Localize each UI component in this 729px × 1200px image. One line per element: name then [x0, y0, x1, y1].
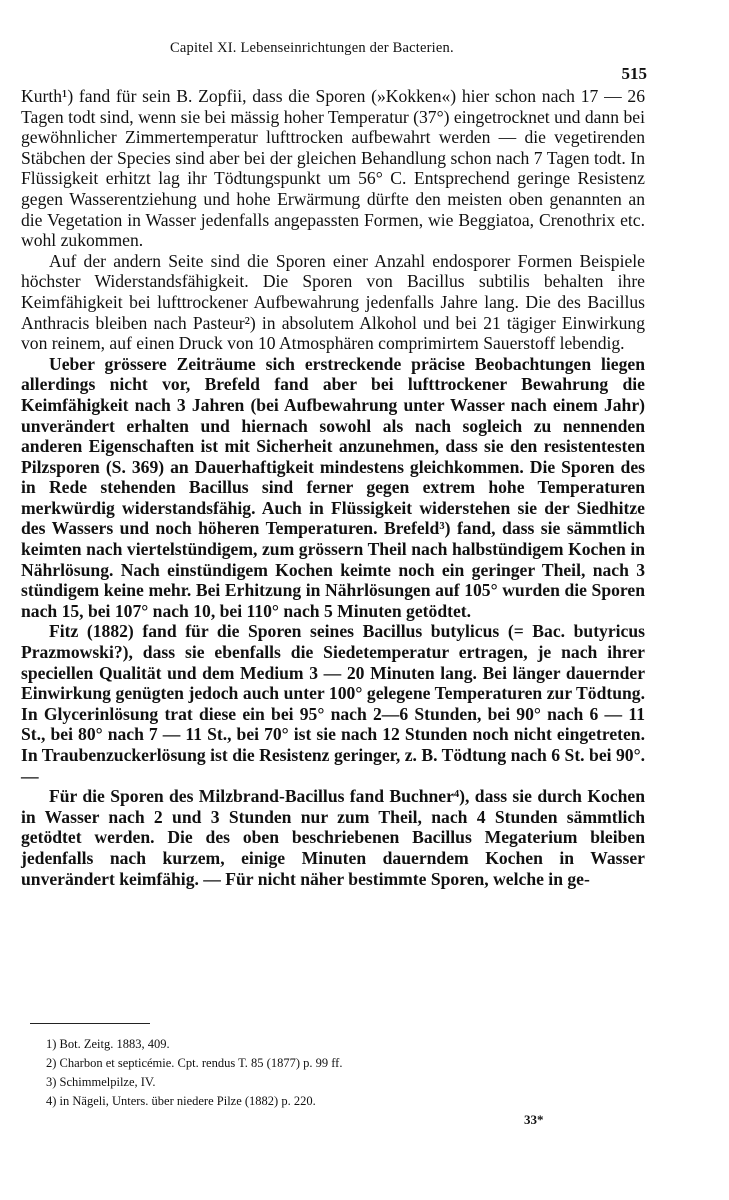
- paragraph-5: Für die Sporen des Milzbrand-Bacillus fand Buchner⁴), dass sie durch Kochen in Wasser nach 2 und 3 Stunden nur zum Theil, nach 4 Stunden sämmtlich getödtet werden. Die des oben beschriebenen Bacillus Megaterium bleiben jedenfalls nach kurzem, einige Minuten dauerndem Kochen in Wasser unverändert keimfähig. — Für nicht näher bestimmte Sporen, welche in ge-: [21, 786, 645, 889]
- body-text: [21, 86, 645, 889]
- footnote-3: 3) Schimmelpilze, IV.: [46, 1075, 156, 1089]
- paragraph-1: Kurth¹) fand für sein B. Zopfii, dass die Sporen (»Kokken«) hier schon nach 17 — 26 Tagen todt sind, wenn sie bei mässig hoher Temperatur (37°) eingetrocknet und dann bei gewöhnlicher Zimmertemperatur lufttrocken aufbewahrt werden — die vegetirenden Stäbchen der Species sind aber bei der gleichen Behandlung schon nach 7 Tagen todt. In Flüssigkeit erhitzt lag ihr Tödtungspunkt um 56° C. Entsprechend geringe Resistenz gegen Wasserentziehung und hohe Erwärmung dürfte den meisten oben genannten an die Vegetation in Wasser jedenfalls angepassten Formen, wie Beggiatoa, Crenothrix etc. wohl zukommen.: [21, 86, 645, 251]
- signature-mark: 33*: [524, 1112, 544, 1127]
- page-number: 515: [621, 64, 647, 83]
- paragraph-4: Fitz (1882) fand für die Sporen seines Bacillus butylicus (= Bac. butyricus Prazmowski?), dass sie ebenfalls die Siedetemperatur ertragen, je nach ihrer speciellen Qualität und dem Medium 3 — 20 Minuten lang. Bei länger dauernder Einwirkung genügten jedoch auch unter 100° gelegene Temperaturen zur Tödtung. In Glycerinlösung trat diese ein bei 95° nach 2—6 Stunden, bei 90° nach 6 — 11 St., bei 80° nach 7 — 11 St., bei 70° ist sie nach 12 Stunden noch nicht eingetreten. In Traubenzuckerlösung ist die Resistenz geringer, z. B. Tödtung nach 6 St. bei 90°. —: [21, 621, 645, 786]
- footnote-divider: [30, 1023, 150, 1024]
- running-head: Capitel XI. Lebenseinrichtungen der Bacterien.: [170, 40, 454, 56]
- footnote-2: 2) Charbon et septicémie. Cpt. rendus T. 85 (1877) p. 99 ff.: [46, 1056, 343, 1070]
- paragraph-3: Ueber grössere Zeiträume sich erstreckende präcise Beobachtungen liegen allerdings nicht vor, Brefeld fand aber bei lufttrockener Bewahrung die Keimfähigkeit nach 3 Jahren (bei Aufbewahrung unter Wasser nach einem Jahr) unverändert erhalten und hiernach sowohl als nach sogleich zu nennenden anderen Eigenschaften ist mit Sicherheit anzunehmen, dass sie den resistentesten Pilzsporen (S. 369) an Dauerhaftigkeit mindestens gleichkommen. Die Sporen des in Rede stehenden Bacillus sind ferner gegen extrem hohe Temperaturen merkwürdig widerstandsfähig. Auch in Flüssigkeit widerstehen sie der Siedhitze des Wassers und noch höheren Temperaturen. Brefeld³) fand, dass sie sämmtlich keimten nach viertelstündigem, zum grössern Theil nach halbstündigem Kochen in Nährlösung. Nach einstündigem Kochen keimte noch ein geringer Theil, nach 3 stündigem keine mehr. Bei Erhitzung in Nährlösungen auf 105° wurden die Sporen nach 15, bei 107° nach 10, bei 110° nach 5 Minuten getödtet.: [21, 353, 645, 621]
- footnote-4: 4) in Nägeli, Unters. über niedere Pilze (1882) p. 220.: [46, 1094, 316, 1108]
- footnote-1: 1) Bot. Zeitg. 1883, 409.: [46, 1037, 170, 1051]
- footnotes: [46, 1035, 606, 1111]
- paragraph-2: Auf der andern Seite sind die Sporen einer Anzahl endosporer Formen Beispiele höchster Widerstandsfähigkeit. Die Sporen von Bacillus subtilis behalten ihre Keimfähigkeit bei lufttrockener Aufbewahrung jedenfalls Jahre lang. Die des Bacillus Anthracis bleiben nach Pasteur²) in absolutem Alkohol und bei 21 tägiger Einwirkung von reinem, auf einen Druck von 10 Atmosphären comprimirtem Sauerstoff lebendig.: [21, 250, 645, 354]
